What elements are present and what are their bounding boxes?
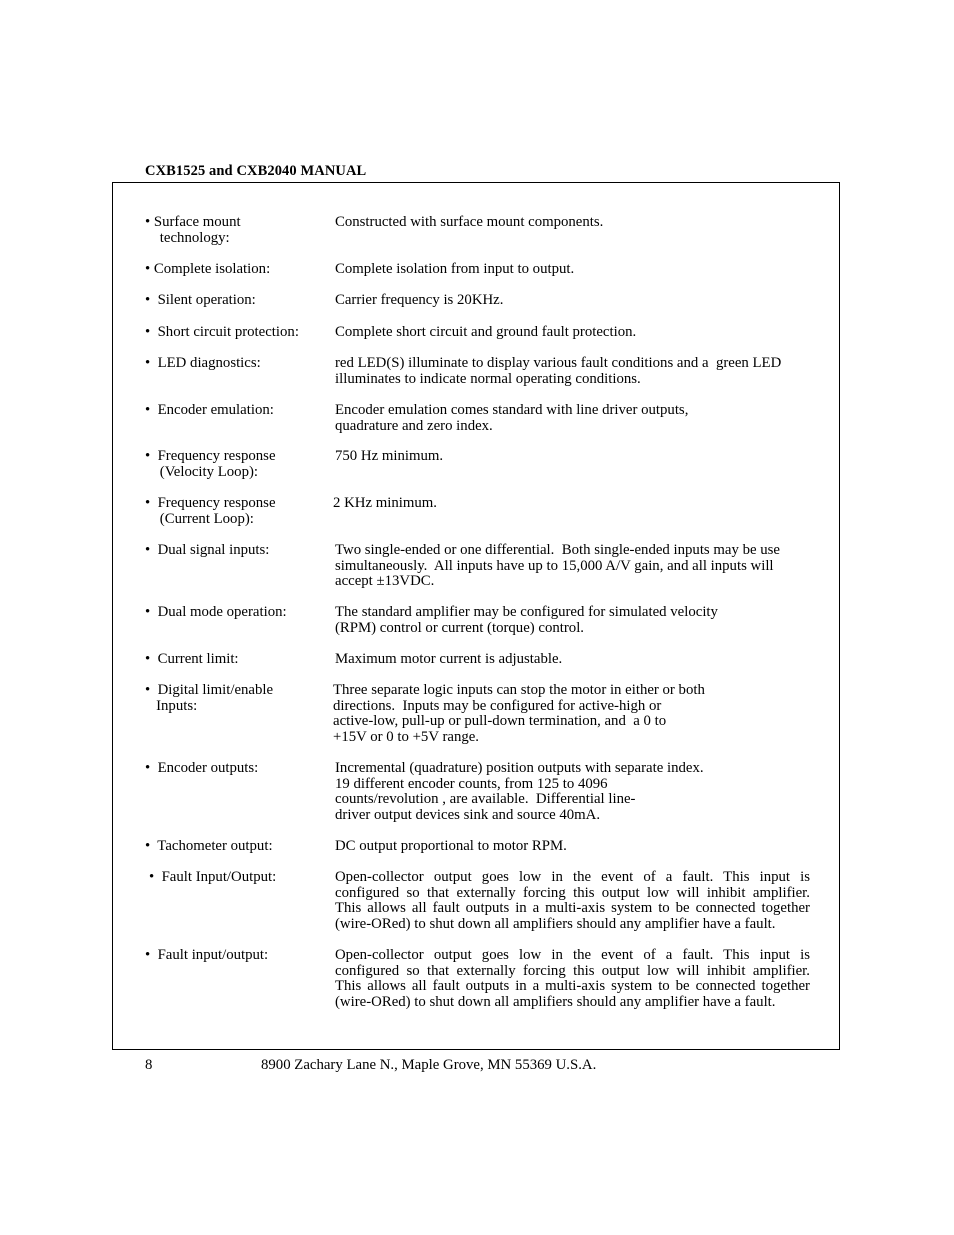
page-number: 8 <box>145 1057 153 1073</box>
feature-term: • Frequency response (Velocity Loop): <box>145 448 276 480</box>
feature-term: • Digital limit/enable Inputs: <box>145 682 274 714</box>
feature-description: DC output proportional to motor RPM. <box>335 838 567 854</box>
feature-term: • Fault input/output: <box>145 947 269 963</box>
feature-term: • Fault Input/Output: <box>149 869 277 885</box>
description-line: Open-collector output goes low in the event of a fault. This input is <box>335 869 810 885</box>
feature-description: red LED(S) illuminate to display various fault conditions and a green LED illuminates to indicate normal operating conditions. <box>335 355 782 387</box>
feature-description: Maximum motor current is adjustable. <box>335 651 563 667</box>
feature-term: • Frequency response (Current Loop): <box>145 495 276 527</box>
feature-term: • Tachometer output: <box>145 838 273 854</box>
feature-description: Complete isolation from input to output. <box>335 261 575 277</box>
description-line: This allows all fault outputs in a multi-axis system to be connected together <box>335 900 810 917</box>
feature-description: Complete short circuit and ground fault protection. <box>335 324 637 340</box>
feature-term: • Current limit: <box>145 651 239 667</box>
feature-description: The standard amplifier may be configured for simulated velocity (RPM) control or current (torque) control. <box>335 604 718 636</box>
feature-term: • Encoder emulation: <box>145 402 274 418</box>
feature-description: Encoder emulation comes standard with line driver outputs, quadrature and zero index. <box>335 402 689 434</box>
company-address: 8900 Zachary Lane N., Maple Grove, MN 55369 U.S.A. <box>261 1057 597 1073</box>
description-line: Open-collector output goes low in the event of a fault. This input is <box>335 947 810 963</box>
feature-description: 2 KHz minimum. <box>333 495 437 511</box>
feature-description: 750 Hz minimum. <box>335 448 444 464</box>
manual-title: CXB1525 and CXB2040 MANUAL <box>145 163 367 179</box>
feature-term: • Surface mount technology: <box>145 214 241 246</box>
feature-term: • Complete isolation: <box>145 261 271 277</box>
feature-term: • Encoder outputs: <box>145 760 259 776</box>
feature-description: Two single-ended or one differential. Both single-ended inputs may be use simultaneously. All inputs have up to 15,000 A/V gain, and all inputs will accept ±13VDC. <box>335 542 780 590</box>
feature-description: Incremental (quadrature) position outputs with separate index. 19 different encoder counts, from 125 to 4096 counts/revolution , are available. Differential line- driver output devices sink and source 40mA. <box>335 760 704 824</box>
feature-term: • Dual signal inputs: <box>145 542 270 558</box>
feature-description <box>335 870 810 933</box>
feature-description: Carrier frequency is 20KHz. <box>335 292 504 308</box>
description-line: configured so that externally forcing this output low will inhibit amplifier. <box>335 962 810 979</box>
description-line: (wire-ORed) to shut down all amplifiers should any amplifier have a fault. <box>335 916 776 933</box>
feature-description <box>335 948 810 1011</box>
feature-description: Three separate logic inputs can stop the motor in either or both directions. Inputs may be configured for active-high or active-low, pull-up or pull-down termination, and a 0 to +15V or 0 to +5V range. <box>333 682 705 746</box>
feature-term: • LED diagnostics: <box>145 355 261 371</box>
feature-description: Constructed with surface mount components. <box>335 214 604 230</box>
feature-term: • Silent operation: <box>145 292 256 308</box>
feature-term: • Short circuit protection: <box>145 324 299 340</box>
feature-term: • Dual mode operation: <box>145 604 287 620</box>
description-line: configured so that externally forcing this output low will inhibit amplifier. <box>335 884 810 901</box>
description-line: This allows all fault outputs in a multi-axis system to be connected together <box>335 978 810 995</box>
description-line: (wire-ORed) to shut down all amplifiers should any amplifier have a fault. <box>335 994 776 1011</box>
